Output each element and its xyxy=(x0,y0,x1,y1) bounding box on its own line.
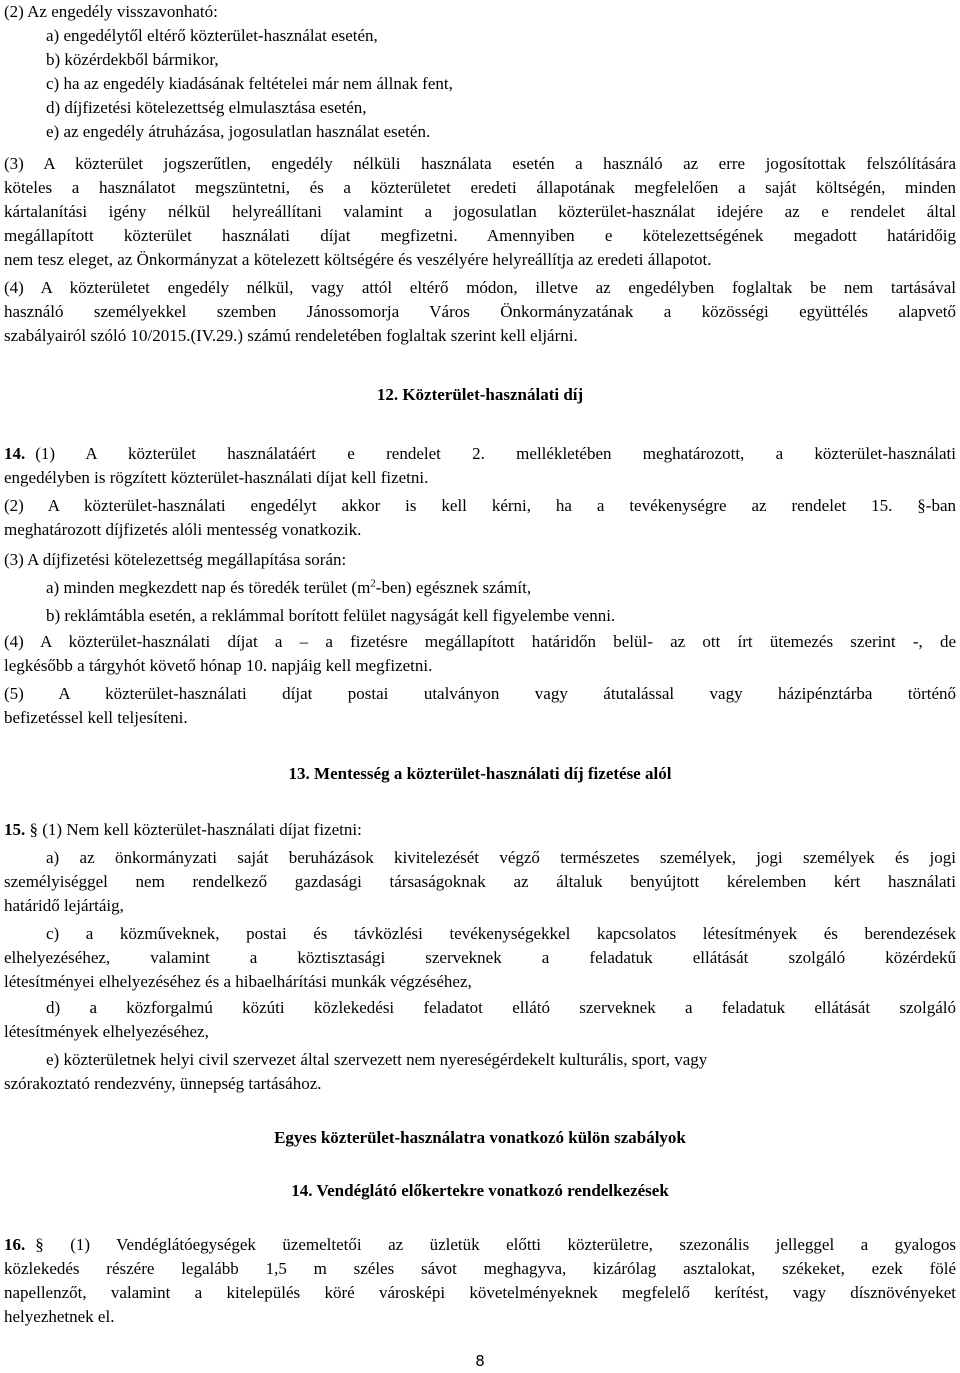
heading-special-rules: Egyes közterület-használatra vonatkozó külön szabályok xyxy=(274,1128,686,1147)
para-14-3-intro: (3) A díjfizetési kötelezettség megállapítása során: xyxy=(4,550,347,569)
para-14-5-line-2: befizetéssel kell teljesíteni. xyxy=(4,708,188,727)
list-item-15-c-line-1: c) a közműveknek, postai és távközlési tevékenységekkel kapcsolatos létesítmények és berendezések xyxy=(46,924,956,943)
list-item-15-e-line-1: e) közterületnek helyi civil szervezet által szervezett nem nyereségérdekelt kulturális, sport, vagy xyxy=(46,1050,708,1069)
section-14-text: (1) A közterület használatáért e rendelet 2. mellékletében meghatározott, a közterület-használati xyxy=(35,444,956,463)
list-item-15-d-line-2: létesítmények elhelyezéséhez, xyxy=(4,1022,209,1041)
section-16-line-4: helyezhetnek el. xyxy=(4,1307,115,1326)
section-16-line-2: közlekedés részére legalább 1,5 m széles sávot meghagyva, kizárólag asztalokat, székeket, ezek fölé xyxy=(4,1259,956,1278)
para-2-intro: (2) Az engedély visszavonható: xyxy=(4,2,218,21)
section-16-number: 16. xyxy=(4,1235,26,1254)
para-4-line-1: (4) A közterületet engedély nélkül, vagy attól eltérő módon, illetve az engedélyben foglaltak be nem tartásával xyxy=(4,278,956,297)
para-3-line-4: megállapított közterület használati díjat megfizetni. Amennyiben e kötelezettségének megadott határidőig xyxy=(4,226,956,245)
list-item-14-3-a-rest: -ben) egésznek számít, xyxy=(375,578,532,597)
section-16-line-3: napellenzőt, valamint a kitelepülés köré városképi követelményeknek megfelelő kerítést, vagy dísznövényeket xyxy=(4,1283,956,1302)
section-14-line-1 xyxy=(4,442,956,466)
list-item-15-a-line-3: határidő lejártáig, xyxy=(4,896,124,915)
para-14-4-line-1: (4) A közterület-használati díjat a – a fizetésre megállapított határidőn belül- az ott írt ütemezés szerint -, de xyxy=(4,632,956,651)
para-3-line-3: kártalanítási igény nélkül helyreállítani valamint a jogosulatlan közterület-használat idejére az e rendelet által xyxy=(4,202,956,221)
list-item-e: e) az engedély átruházása, jogosulatlan használat esetén. xyxy=(46,122,431,141)
list-item-14-3-a-text: a) minden megkezdett nap és töredék terület (m xyxy=(46,578,371,597)
list-item-15-c-line-3: létesítményei elhelyezéséhez és a hibaelhárítási munkák végzéséhez, xyxy=(4,972,472,991)
section-15-text: § (1) Nem kell közterület-használati díjat fizetni: xyxy=(29,820,362,839)
section-16-line-1 xyxy=(4,1233,956,1257)
section-16-text: § (1) Vendéglátóegységek üzemeltetői az üzletük előtti közterületre, szezonális jelleggel a gyalogos xyxy=(35,1235,956,1254)
list-item-b: b) közérdekből bármikor, xyxy=(46,50,219,69)
section-15-number: 15. xyxy=(4,820,26,839)
section-14-line-2: engedélyben is rögzített közterület-használati díjat kell fizetni. xyxy=(4,468,429,487)
page-number: 8 xyxy=(475,1352,485,1370)
list-item-15-d-line-1: d) a közforgalmú közúti közlekedési feladatot ellátó szerveknek a feladatuk ellátását szolgáló xyxy=(46,998,956,1017)
para-4-line-3: szabályairól szóló 10/2015.(IV.29.) számú rendeletében foglaltak szerint kell eljárni. xyxy=(4,326,578,345)
section-14-number: 14. xyxy=(4,444,26,463)
list-item-14-3-a xyxy=(46,576,956,600)
heading-12: 12. Közterület-használati díj xyxy=(376,385,584,404)
list-item-14-3-b: b) reklámtábla esetén, a reklámmal borított felület nagyságát kell figyelembe venni. xyxy=(46,606,616,625)
para-3-line-5: nem tesz eleget, az Önkormányzat a kötelezett költségére és veszélyére helyreállítja az eredeti állapotot. xyxy=(4,250,712,269)
superscript-2: 2 xyxy=(370,577,376,590)
list-item-15-e-line-2: szórakoztató rendezvény, ünnepség tartásához. xyxy=(4,1074,322,1093)
para-4-line-2: használó személyekkel szemben Jánossomorja Város Önkormányzatának a közösségi együttélés alapvető xyxy=(4,302,956,321)
list-item-a: a) engedélytől eltérő közterület-használat esetén, xyxy=(46,26,378,45)
para-3-line-1: (3) A közterület jogszerűtlen, engedély nélküli használata esetén a használó az erre jogosítottak felszólítására xyxy=(4,154,956,173)
heading-14: 14. Vendéglátó előkertekre vonatkozó rendelkezések xyxy=(291,1181,669,1200)
list-item-15-a-line-2: személyiséggel nem rendelkező gazdasági társaságoknak az általuk benyújtott kérelemben kért használati xyxy=(4,872,956,891)
para-14-5-line-1: (5) A közterület-használati díjat postai utalványon vagy átutalással vagy házipénztárba történő xyxy=(4,684,956,703)
para-3-line-2: köteles a használatot megszüntetni, és a közterületet eredeti állapotának megfelelően a saját költségén, minden xyxy=(4,178,956,197)
list-item-d: d) díjfizetési kötelezettség elmulasztása esetén, xyxy=(46,98,367,117)
para-14-4-line-2: legkésőbb a tárgyhót követő hónap 10. napjáig kell megfizetni. xyxy=(4,656,433,675)
list-item-15-c-line-2: elhelyezéséhez, valamint a köztisztasági szerveknek a feladatuk ellátását szolgáló közérdekű xyxy=(4,948,956,967)
heading-13: 13. Mentesség a közterület-használati díj fizetése alól xyxy=(288,764,672,783)
list-item-c: c) ha az engedély kiadásának feltételei már nem állnak fent, xyxy=(46,74,453,93)
para-14-2-line-1: (2) A közterület-használati engedélyt akkor is kell kérni, ha a tevékenységre az rendelet 15. §-ban xyxy=(4,496,956,515)
list-item-15-a-line-1: a) az önkormányzati saját beruházások kivitelezését végző természetes személyek, jogi személyek és jogi xyxy=(46,848,956,867)
para-14-2-line-2: meghatározott díjfizetés alóli mentesség vonatkozik. xyxy=(4,520,362,539)
section-15-line-1 xyxy=(4,818,956,842)
